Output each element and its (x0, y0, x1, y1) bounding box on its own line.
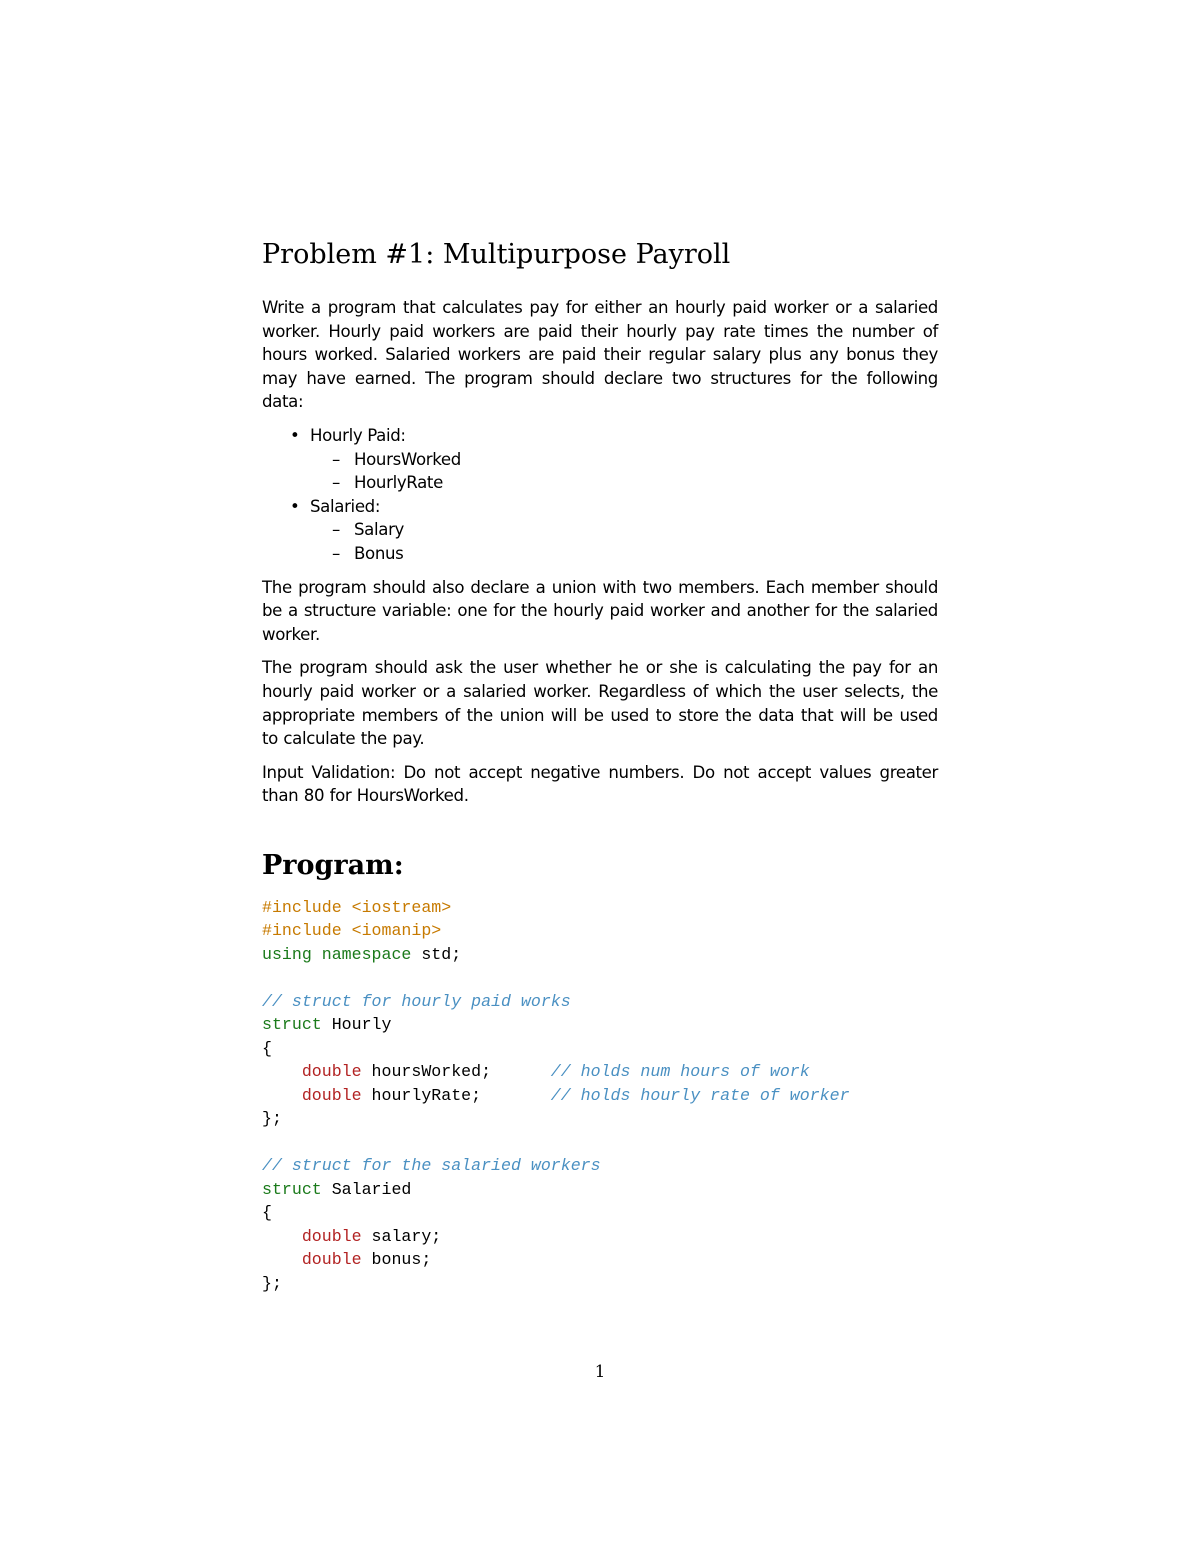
structure-member: – Bonus (332, 542, 938, 566)
code-token: // struct for the salaried workers (262, 1156, 601, 1176)
code-token: #include <iostream> (262, 897, 452, 917)
code-line (262, 919, 938, 943)
ask-paragraph: The program should ask the user whether he or she is calculating the pay for an hourly paid worker or a salaried worker. Regardless of which the user selects, the appropriate members of the union will be used to store the data that will be used to calculate the pay. (262, 658, 938, 749)
code-line (262, 1131, 938, 1155)
code-token: { (262, 1038, 272, 1058)
code-token: double (301, 1085, 362, 1105)
dash-icon: – (332, 473, 340, 493)
code-token: hoursWorked; (361, 1062, 551, 1082)
structure-member: – Salary (332, 518, 938, 542)
program-heading: Program: (262, 849, 404, 881)
structure-item-salaried (290, 495, 938, 566)
code-token: struct (262, 1179, 322, 1199)
dash-icon: – (332, 543, 340, 563)
structure-members (310, 448, 938, 495)
code-token (262, 1250, 302, 1269)
document-page (262, 236, 938, 1295)
code-token: { (262, 1203, 272, 1223)
page-number: 1 (594, 1362, 606, 1381)
structure-members (310, 518, 938, 565)
code-token: #include <iomanip> (262, 921, 442, 941)
bullet-icon: • (290, 496, 300, 516)
structure-list (262, 424, 938, 566)
code-line (262, 1248, 938, 1272)
code-line (262, 1037, 938, 1061)
code-token (262, 1062, 302, 1081)
validation-paragraph: Input Validation: Do not accept negative numbers. Do not accept values greater than 80 for HoursWorked. (262, 762, 938, 806)
structure-item-hourly (290, 424, 938, 495)
code-line (262, 1084, 938, 1108)
code-token: struct (262, 1015, 322, 1035)
structure-label: Hourly Paid: (310, 425, 406, 445)
code-token: // holds hourly rate of worker (550, 1085, 850, 1105)
code-token: Hourly (321, 1015, 392, 1035)
structure-member: – HourlyRate (332, 471, 938, 495)
bullet-icon: • (290, 425, 300, 445)
code-block (262, 896, 938, 1296)
code-token: double (301, 1062, 362, 1082)
code-token (262, 1086, 302, 1105)
code-line (262, 1178, 938, 1202)
structure-member: – HoursWorked (332, 448, 938, 472)
union-paragraph: The program should also declare a union with two members. Each member should be a structure variable: one for the hourly paid worker and another for the salaried worker. (262, 577, 938, 644)
code-token: double (301, 1250, 362, 1270)
code-line (262, 1060, 938, 1084)
code-token (262, 1227, 302, 1246)
structure-label: Salaried: (310, 496, 381, 516)
code-token: salary; (361, 1226, 442, 1246)
code-line (262, 1107, 938, 1131)
code-line (262, 1201, 938, 1225)
code-line (262, 943, 938, 967)
code-line (262, 1154, 938, 1178)
dash-icon: – (332, 520, 340, 540)
code-line (262, 1013, 938, 1037)
code-line (262, 966, 938, 990)
code-token: using namespace (262, 944, 412, 964)
dash-icon: – (332, 449, 340, 469)
intro-paragraph: Write a program that calculates pay for either an hourly paid worker or a salaried worker. Hourly paid workers are paid their hourly pay rate times the number of hours worked. Salaried workers are paid their regular salary plus any bonus they may have earned. The program should declare two structures for the following data: (262, 298, 938, 412)
code-token: double (301, 1226, 362, 1246)
code-token: std; (411, 944, 462, 964)
code-line (262, 1225, 938, 1249)
code-line (262, 1272, 938, 1296)
code-token: // holds num hours of work (550, 1062, 810, 1082)
code-token: }; (262, 1109, 282, 1129)
code-line (262, 990, 938, 1014)
code-token: bonus; (361, 1250, 432, 1270)
code-token: hourlyRate; (361, 1085, 551, 1105)
code-token: Salaried (321, 1179, 412, 1199)
code-token: // struct for hourly paid works (262, 991, 571, 1011)
code-line (262, 896, 938, 920)
code-token: }; (262, 1273, 282, 1293)
problem-title: Problem #1: Multipurpose Payroll (262, 239, 731, 270)
